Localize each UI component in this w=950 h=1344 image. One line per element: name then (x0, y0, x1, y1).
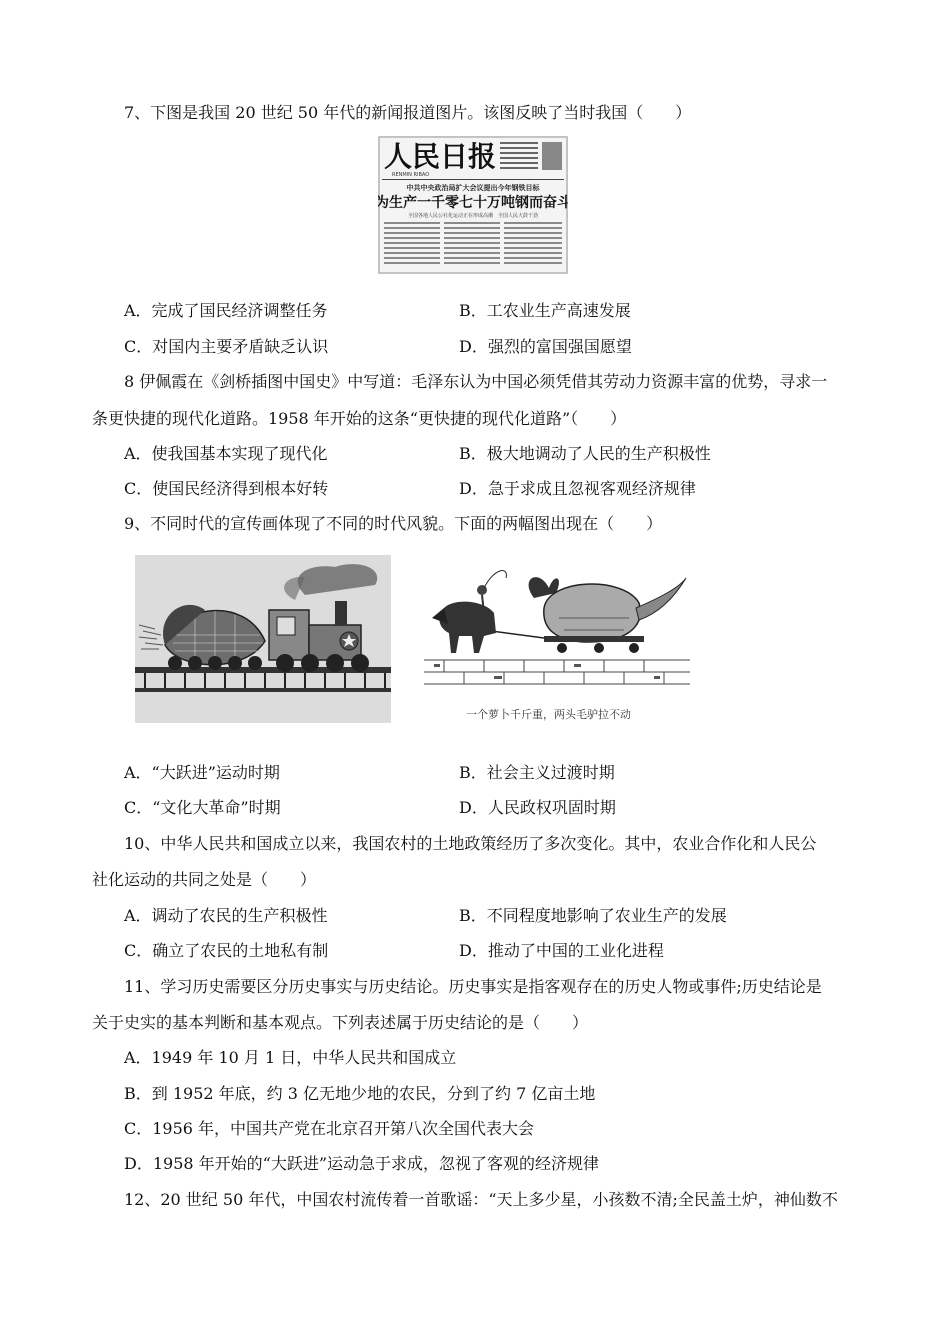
q10-option-c: C．确立了农民的土地私有制 (124, 941, 329, 960)
q11-option-a: A．1949 年 10 月 1 日，中华人民共和国成立 (124, 1048, 457, 1067)
q7-option-d: D．强烈的富国强国愿望 (459, 337, 632, 356)
q10-stem-line1: 10、中华人民共和国成立以来，我国农村的土地政策经历了多次变化。其中，农业合作化和人民公 (124, 834, 817, 853)
q8-option-a: A．使我国基本实现了现代化 (124, 444, 328, 463)
q11-stem-line1: 11、学习历史需要区分历史事实与历史结论。历史事实是指客观存在的历史人物或事件;历史结论是 (124, 977, 822, 996)
q9-option-c: C．“文化大革命”时期 (124, 798, 281, 817)
q7-option-b: B．工农业生产高速发展 (459, 301, 631, 320)
q9-option-a: A．“大跃进”运动时期 (124, 763, 280, 782)
q11-option-c: C．1956 年，中国共产党在北京召开第八次全国代表大会 (124, 1119, 535, 1138)
q9-stem: 9、不同时代的宣传画体现了不同的时代风貌。下面的两幅图出现在（ ） (124, 514, 663, 533)
q10-option-a: A．调动了农民的生产积极性 (124, 906, 328, 925)
q12-stem-line1: 12、20 世纪 50 年代，中国农村流传着一首歌谣：“天上多少星，小孩数不清;全民盖土炉，神仙数不 (124, 1190, 838, 1209)
newspaper-image (378, 136, 568, 274)
q11-option-b: B．到 1952 年底，约 3 亿无地少地的农民，分到了约 7 亿亩土地 (124, 1084, 596, 1103)
q8-stem-line2: 条更快捷的现代化道路。1958 年开始的这条“更快捷的现代化道路”（ ） (92, 409, 627, 428)
q7-stem: 7、下图是我国 20 世纪 50 年代的新闻报道图片。该图反映了当时我国（ ） (124, 103, 692, 122)
newspaper-subheadline: 中共中央政治局扩大会议提出今年钢铁目标 (406, 184, 540, 192)
q11-option-d: D．1958 年开始的“大跃进”运动急于求成，忽视了客观的经济规律 (124, 1154, 599, 1173)
q11-stem-line2: 关于史实的基本判断和基本观点。下列表述属于历史结论的是（ ） (92, 1013, 589, 1032)
q9-option-b: B．社会主义过渡时期 (459, 763, 615, 782)
newspaper-deck: 全国各地人民公社化运动正在形成高潮 全国人民大鼓干劲 (407, 213, 539, 219)
q9-option-d: D．人民政权巩固时期 (459, 798, 616, 817)
q8-option-d: D．急于求成且忽视客观经济规律 (459, 479, 696, 498)
train-corn-poster-image (135, 555, 391, 723)
q10-stem-line2: 社化运动的共同之处是（ ） (92, 870, 317, 889)
q10-option-b: B．不同程度地影响了农业生产的发展 (459, 906, 727, 925)
radish-image-caption: 一个萝卜千斤重，两头毛驴拉不动 (466, 708, 631, 721)
q8-stem-line1: 8 伊佩霞在《剑桥插图中国史》中写道：毛泽东认为中国必须凭借其劳动力资源丰富的优势，寻求一 (124, 372, 828, 391)
q7-option-c: C．对国内主要矛盾缺乏认识 (124, 337, 329, 356)
q7-option-a: A．完成了国民经济调整任务 (124, 301, 328, 320)
newspaper-masthead: 人民日报 (384, 140, 497, 173)
q10-option-d: D．推动了中国的工业化进程 (459, 941, 664, 960)
q8-option-b: B．极大地调动了人民的生产积极性 (459, 444, 711, 463)
q8-option-c: C．使国民经济得到根本好转 (124, 479, 329, 498)
radish-cart-poster-image (424, 558, 690, 706)
newspaper-headline: 为生产一千零七十万吨钢而奋斗 (378, 195, 568, 211)
newspaper-masthead-pinyin: RENMIN RIBAO (392, 172, 430, 178)
